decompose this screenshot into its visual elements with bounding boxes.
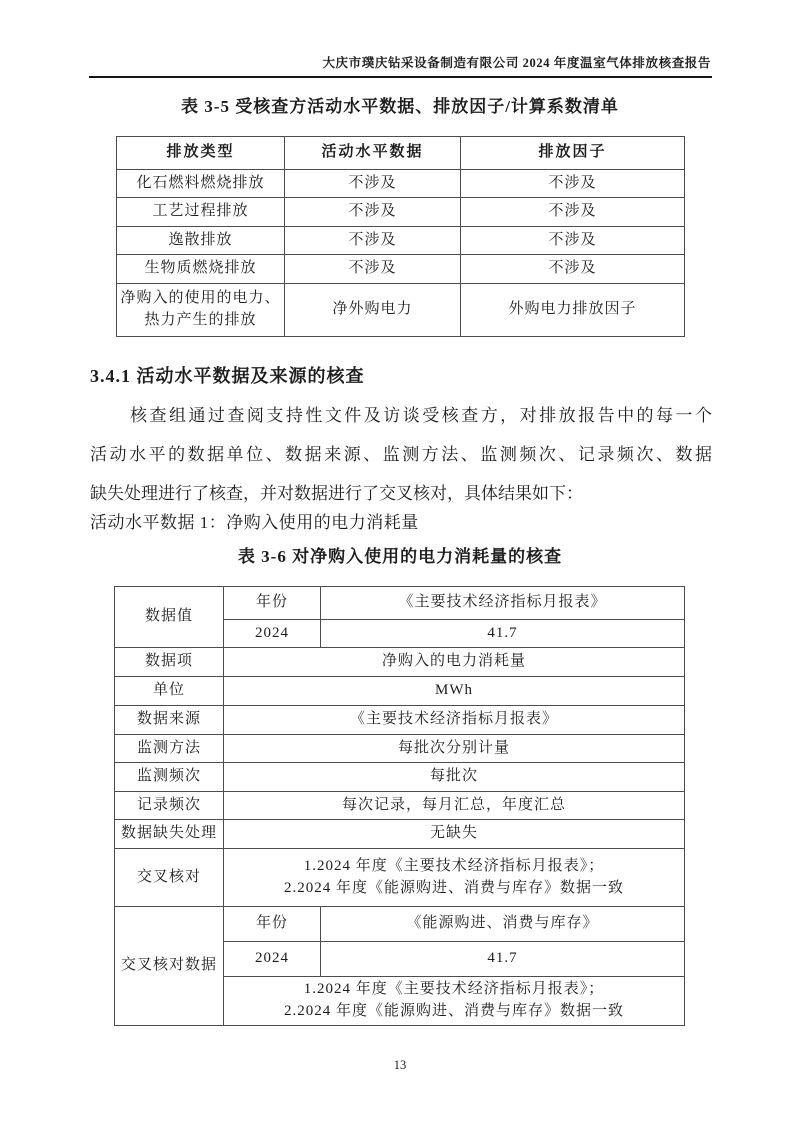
table-row — [115, 792, 685, 820]
table-cell: 《能源购进、消费与库存》 — [321, 907, 685, 942]
table-cell: 净外购电力 — [285, 284, 461, 337]
table-row — [117, 170, 685, 198]
column-header-activity-data: 活动水平数据 — [285, 137, 461, 170]
table-cell: 不涉及 — [461, 227, 685, 255]
column-header-emission-type: 排放类型 — [117, 137, 285, 170]
table-cell: 外购电力排放因子 — [461, 284, 685, 337]
table-cell: 2024 — [224, 620, 321, 648]
table-row — [115, 706, 685, 735]
cross-check-line: 1.2024 年度《主要技术经济指标月报表》； — [303, 857, 605, 874]
row-label: 监测方法 — [115, 735, 224, 763]
table-cell: 净购入的电力消耗量 — [224, 648, 685, 677]
table-row — [115, 677, 685, 706]
table-row — [115, 648, 685, 677]
row-label: 单位 — [115, 677, 224, 706]
column-header-emission-factor: 排放因子 — [461, 137, 685, 170]
activity-data-label-line: 活动水平数据 1：净购入使用的电力消耗量 — [90, 513, 419, 532]
table-cell: 不涉及 — [461, 198, 685, 227]
table-cell: 不涉及 — [285, 170, 461, 198]
table-cell: 2024 — [224, 942, 321, 977]
table-row — [115, 587, 685, 620]
section-paragraph — [90, 396, 712, 513]
table-row — [115, 820, 685, 849]
table-row — [117, 284, 685, 337]
table-row — [117, 198, 685, 227]
table-row — [115, 763, 685, 792]
paragraph-line: 缺失处理进行了核查，并对数据进行了交叉核对，具体结果如下： — [90, 484, 583, 503]
table35-header-row — [117, 137, 685, 170]
table-3-5 — [116, 136, 685, 337]
table-cell: 每批次分别计量 — [224, 735, 685, 763]
cross-check-line: 2.2024 年度《能源购进、消费与库存》数据一致 — [283, 1002, 624, 1019]
table-cell: 《主要技术经济指标月报表》 — [321, 587, 685, 620]
table-cell: 不涉及 — [285, 255, 461, 284]
row-label: 数据来源 — [115, 706, 224, 735]
header-title: 大庆市璞庆钻采设备制造有限公司 2024 年度温室气体排放核查报告 — [322, 56, 711, 70]
table-cell: 每批次 — [224, 763, 685, 792]
table-row — [117, 255, 685, 284]
table-cell: 41.7 — [321, 620, 685, 648]
row-label: 监测频次 — [115, 763, 224, 792]
table-3-6 — [114, 586, 685, 1026]
row-label: 记录频次 — [115, 792, 224, 820]
table-cell: 41.7 — [321, 942, 685, 977]
cross-check-cell — [224, 849, 685, 907]
table-cell: MWh — [224, 677, 685, 706]
table-cell: 《主要技术经济指标月报表》 — [224, 706, 685, 735]
table-cell: 净购入的使用的电力、热力产生的排放 — [117, 284, 285, 337]
table-cell: 每次记录，每月汇总，年度汇总 — [224, 792, 685, 820]
row-label-cross-check: 交叉核对 — [115, 849, 224, 907]
page-number: 13 — [393, 1058, 407, 1072]
row-label: 数据项 — [115, 648, 224, 677]
table-cell: 逸散排放 — [117, 227, 285, 255]
table-cell: 无缺失 — [224, 820, 685, 849]
table-cell: 工艺过程排放 — [117, 198, 285, 227]
table-row — [115, 735, 685, 763]
row-label-cross-check-data: 交叉核对数据 — [115, 907, 224, 1026]
table-cell: 化石燃料燃烧排放 — [117, 170, 285, 198]
cross-check-data-notes-cell — [224, 977, 685, 1026]
paragraph-line: 活动水平的数据单位、数据来源、监测方法、监测频次、记录频次、数据 — [90, 445, 712, 464]
table-row — [115, 849, 685, 907]
table-cell: 不涉及 — [285, 227, 461, 255]
section-heading: 3.4.1 活动水平数据及来源的核查 — [90, 366, 365, 386]
table-row — [117, 227, 685, 255]
table-cell: 年份 — [224, 907, 321, 942]
row-label: 数据缺失处理 — [115, 820, 224, 849]
table35-title: 表 3-5 受核查方活动水平数据、排放因子/计算系数清单 — [181, 97, 619, 116]
paragraph-line: 核查组通过查阅支持性文件及访谈受核查方，对排放报告中的每一个 — [130, 406, 712, 425]
header-rule — [89, 76, 712, 78]
table-cell: 不涉及 — [461, 170, 685, 198]
table-cell: 不涉及 — [285, 198, 461, 227]
table-cell: 年份 — [224, 587, 321, 620]
table-row — [115, 907, 685, 942]
cross-check-line: 2.2024 年度《能源购进、消费与库存》数据一致 — [283, 879, 624, 896]
table-cell: 生物质燃烧排放 — [117, 255, 285, 284]
table-cell: 不涉及 — [461, 255, 685, 284]
cross-check-line: 1.2024 年度《主要技术经济指标月报表》； — [303, 981, 605, 997]
row-label-data-value: 数据值 — [115, 587, 224, 648]
table36-title: 表 3-6 对净购入使用的电力消耗量的核查 — [237, 547, 563, 566]
